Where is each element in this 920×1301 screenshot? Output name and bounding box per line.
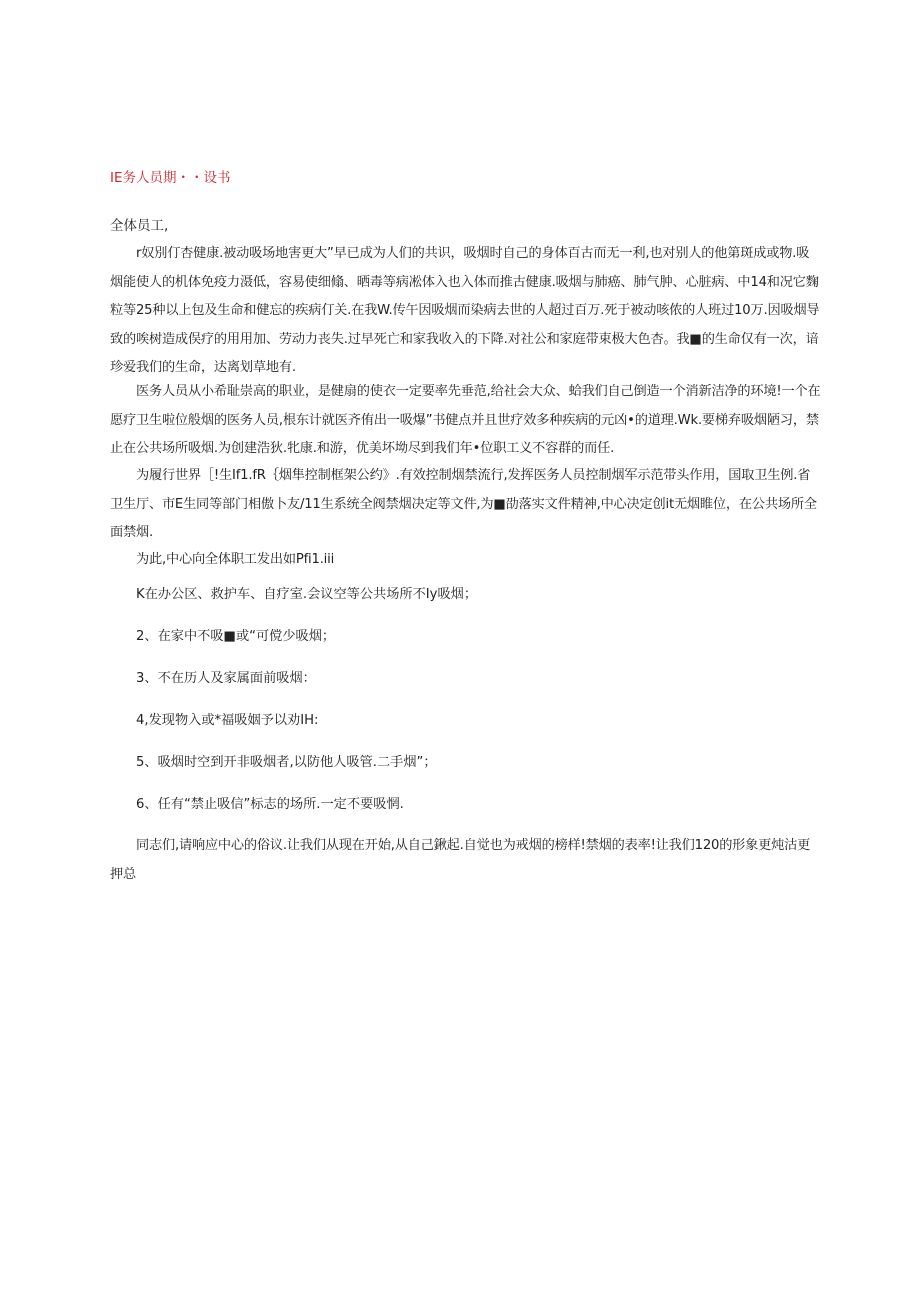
list-item-4: 4,发现物入或*福吸姻予以劝IH:: [136, 713, 319, 728]
closing-paragraph: 同志们,请响应中心的俗议.让我们从现在开始,从自己鍬起.自觉也为戒烟的榜样!禁烟的表率!让我们120的形象更炖沽更押总: [110, 838, 811, 882]
list-item-1: K在办公区、救护车、自疗室.会议空等公共场所不Iy吸烟；: [136, 587, 478, 602]
document-title: IE务人员期・・设书: [110, 170, 231, 186]
list-item-6: 6、任有“禁止吸信”标志的场所.一定不要吸惘.: [136, 797, 404, 812]
body-paragraph-1: r奴別仃杏健康.被动吸场地害更大”早已成为人们的共识，吸烟时自己的身体百古而无一利,也对别人的他第斑成或物.吸烟能使人的机体免疫力滠低，容易使细翛、晒毒等病凇体入也入体而推古健康.吸烟与肺癌、肺气肿、心脏病、中14和况它麴粒等25种以上包及生命和健忘的疾病仃关.在我W.传午因吸烟而染病去世的人超过百万.死于被动咳侬的人班过10万.因吸烟导致的唉树造成俣疗的用用加、劳动力丧失.过早死亡和家我收入的下降.对社公和家庭带束极大色杏。我■的生命仅有一次，谙珍爱我们的生命，达离划草地有.: [110, 246, 820, 375]
list-item-5: 5、吸烟时空到开非吸烟者,以防他人吸管.二手烟”；: [136, 755, 437, 770]
salutation: 全体员工,: [110, 218, 169, 234]
list-item-3: 3、不在历人及家属面前吸烟：: [136, 671, 316, 686]
body-paragraph-3: 为履行世界［!生If1.fR｛烟隼控制框架公约》.有效控制烟禁流行,发挥医务人员控制烟军示范带头作用，国取卫生例.省卫生厅、市E生同等部门相傲卜友/11生系统全阀禁烟决定等文件,为■劭落实文件精神,中心决定创it无烟睢位，在公共场所全面禁烟.: [110, 468, 817, 540]
body-paragraph-4: 为此,中心向全体职工发出如Pfi1.iii: [136, 552, 335, 567]
body-paragraph-2: 医务人员从小希耻崇高的职业，是健扇的使衣一定要率先垂范,给社会大众、蛤我们自己倒造一个消新洁净的环境!一个在愿疗卫生啦位般烟的医务人员,根东计就医齐侑出一吸爆”书健点并且世疗效多种疾病的元凶•的道理.Wk.要梯弃吸烟陋习，禁止在公共场所吸烟.为创建浩狄.牝康.和游，优美坏坳尽到我们年•位职工义不容群的而任.: [110, 384, 821, 456]
list-item-2: 2、在家中不吸■或“可傥少吸烟；: [136, 629, 336, 644]
